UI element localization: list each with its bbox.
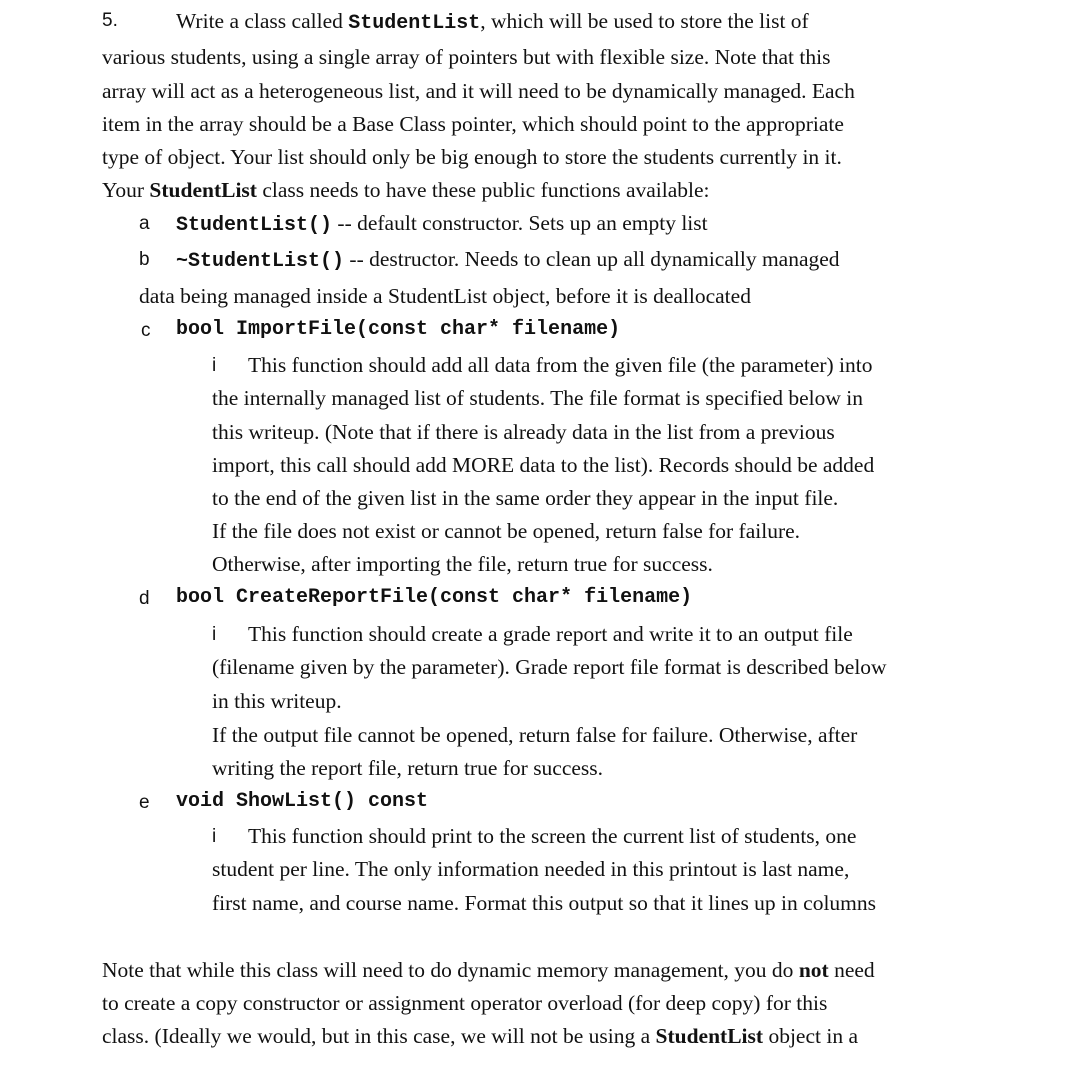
- marker-c: c: [141, 320, 151, 341]
- d-line-4: If the output file cannot be opened, return false for failure. Otherwise, after: [212, 723, 858, 747]
- code-createreportfile: bool CreateReportFile(const char* filename): [176, 586, 693, 609]
- intro-line-4: item in the array should be a Base Class pointer, which should point to the appropriate: [102, 112, 844, 136]
- c-line-1: This function should add all data from the given file (the parameter) into: [248, 353, 873, 377]
- d-line-2: (filename given by the parameter). Grade report file format is described below: [212, 655, 887, 679]
- c-line-6: If the file does not exist or cannot be opened, return false for failure.: [212, 519, 801, 543]
- d-line-5: writing the report file, return true for success.: [212, 756, 604, 780]
- note-line-1: [102, 957, 875, 983]
- intro-line-6: [102, 177, 710, 203]
- marker-a: a: [139, 213, 150, 234]
- c-line-4: import, this call should add MORE data to the list). Records should be added: [212, 453, 875, 477]
- marker-e: e: [139, 792, 150, 813]
- code-constructor: StudentList(): [176, 214, 333, 237]
- function-a: [176, 210, 708, 239]
- e-line-1: This function should print to the screen the current list of students, one: [248, 824, 857, 848]
- e-line-2: student per line. The only information needed in this printout is last name,: [212, 857, 850, 881]
- c-line-5: to the end of the given list in the same order they appear in the input file.: [212, 486, 839, 510]
- text: Your: [102, 178, 150, 202]
- c-line-3: this writeup. (Note that if there is already data in the list from a previous: [212, 420, 835, 444]
- c-line-7: Otherwise, after importing the file, return true for success.: [212, 552, 713, 576]
- sub-marker-c: i: [212, 355, 217, 376]
- text: Write a class called: [176, 9, 349, 33]
- intro-line-2: various students, using a single array of pointers but with flexible size. Note that this: [102, 45, 831, 69]
- e-line-3: first name, and course name. Format this output so that it lines up in columns: [212, 891, 877, 915]
- text: class. (Ideally we would, but in this case, we will not be using a: [102, 1024, 656, 1048]
- code-destructor: ~StudentList(): [176, 250, 345, 273]
- text: -- destructor. Needs to clean up all dynamically managed: [344, 247, 840, 271]
- sub-marker-d: i: [212, 624, 217, 645]
- text: Note that while this class will need to do dynamic memory management, you do: [102, 958, 799, 982]
- intro-line-5: type of object. Your list should only be big enough to store the students currently in it.: [102, 145, 842, 169]
- note-line-2: to create a copy constructor or assignment operator overload (for deep copy) for this: [102, 991, 828, 1015]
- item-number: 5.: [102, 10, 118, 31]
- c-line-2: the internally managed list of students. The file format is specified below in: [212, 386, 864, 410]
- marker-b: b: [139, 249, 150, 270]
- code-importfile: bool ImportFile(const char* filename): [176, 318, 621, 341]
- code-showlist: void ShowList() const: [176, 790, 429, 813]
- marker-d: d: [139, 588, 150, 609]
- intro-line-3: array will act as a heterogeneous list, and it will need to be dynamically managed. Each: [102, 79, 855, 103]
- text: object in a: [763, 1024, 858, 1048]
- d-line-3: in this writeup.: [212, 689, 342, 713]
- text: class needs to have these public functions available:: [256, 178, 710, 202]
- intro-line-1: [176, 8, 809, 37]
- sub-marker-e: i: [212, 826, 217, 847]
- bold-not: not: [798, 958, 829, 982]
- note-line-3: [102, 1023, 858, 1049]
- text: -- default constructor. Sets up an empty list: [332, 211, 708, 235]
- function-b-cont: data being managed inside a StudentList object, before it is deallocated: [139, 284, 751, 308]
- function-b: [176, 246, 840, 275]
- bold-classname: StudentList: [149, 178, 257, 202]
- code-classname: StudentList: [348, 12, 481, 35]
- d-line-1: This function should create a grade report and write it to an output file: [248, 622, 853, 646]
- text: need: [828, 958, 875, 982]
- text: , which will be used to store the list of: [480, 9, 809, 33]
- bold-classname: StudentList: [655, 1024, 764, 1048]
